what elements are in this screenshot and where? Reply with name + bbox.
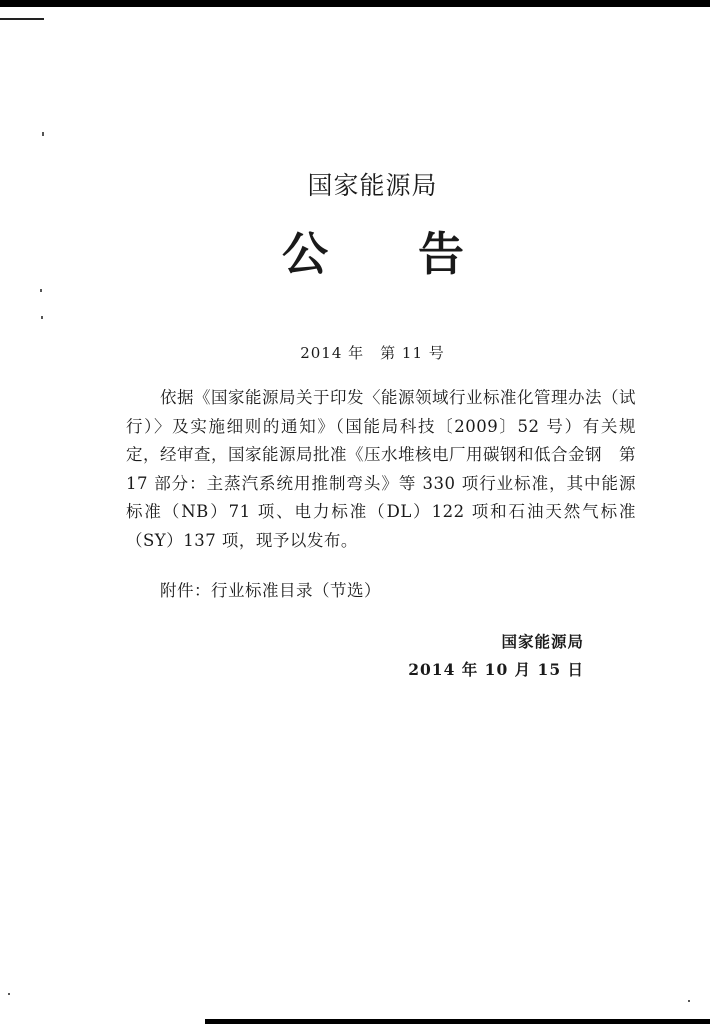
agency-header: 国家能源局 xyxy=(307,171,438,200)
signature-date: 2014 年 10 月 15 日 xyxy=(408,660,584,679)
signature-organization: 国家能源局 xyxy=(501,633,584,651)
scan-speck xyxy=(41,316,43,319)
document-title xyxy=(0,226,710,286)
scan-border-bottom xyxy=(205,1019,710,1024)
scan-border-top xyxy=(0,0,710,7)
scan-speck xyxy=(688,1000,690,1002)
title-char: 公 xyxy=(282,227,328,281)
title-char: 告 xyxy=(418,227,464,281)
scan-speck xyxy=(8,993,10,995)
issue-number: 2014 年 第 11 号 xyxy=(300,344,445,362)
attachment-line: 附件：行业标准目录（节选） xyxy=(160,581,381,600)
body-paragraph: 依据《国家能源局关于印发〈能源领域行业标准化管理办法（试行）〉及实施细则的通知》（国能局科技〔2009〕52 号）有关规定，经审查，国家能源局批准《压水堆核电厂用碳钢和低合金钢 第 17 部分：主蒸汽系统用推制弯头》等 330 项行业标准，其中能源标准（NB）71 项、电力标准（DL）122 项和石油天然气标准（SY）137 项，现予以发布。 xyxy=(126,388,636,550)
scan-speck xyxy=(42,132,44,136)
scan-mark-line xyxy=(0,18,44,20)
scan-speck xyxy=(40,289,42,292)
